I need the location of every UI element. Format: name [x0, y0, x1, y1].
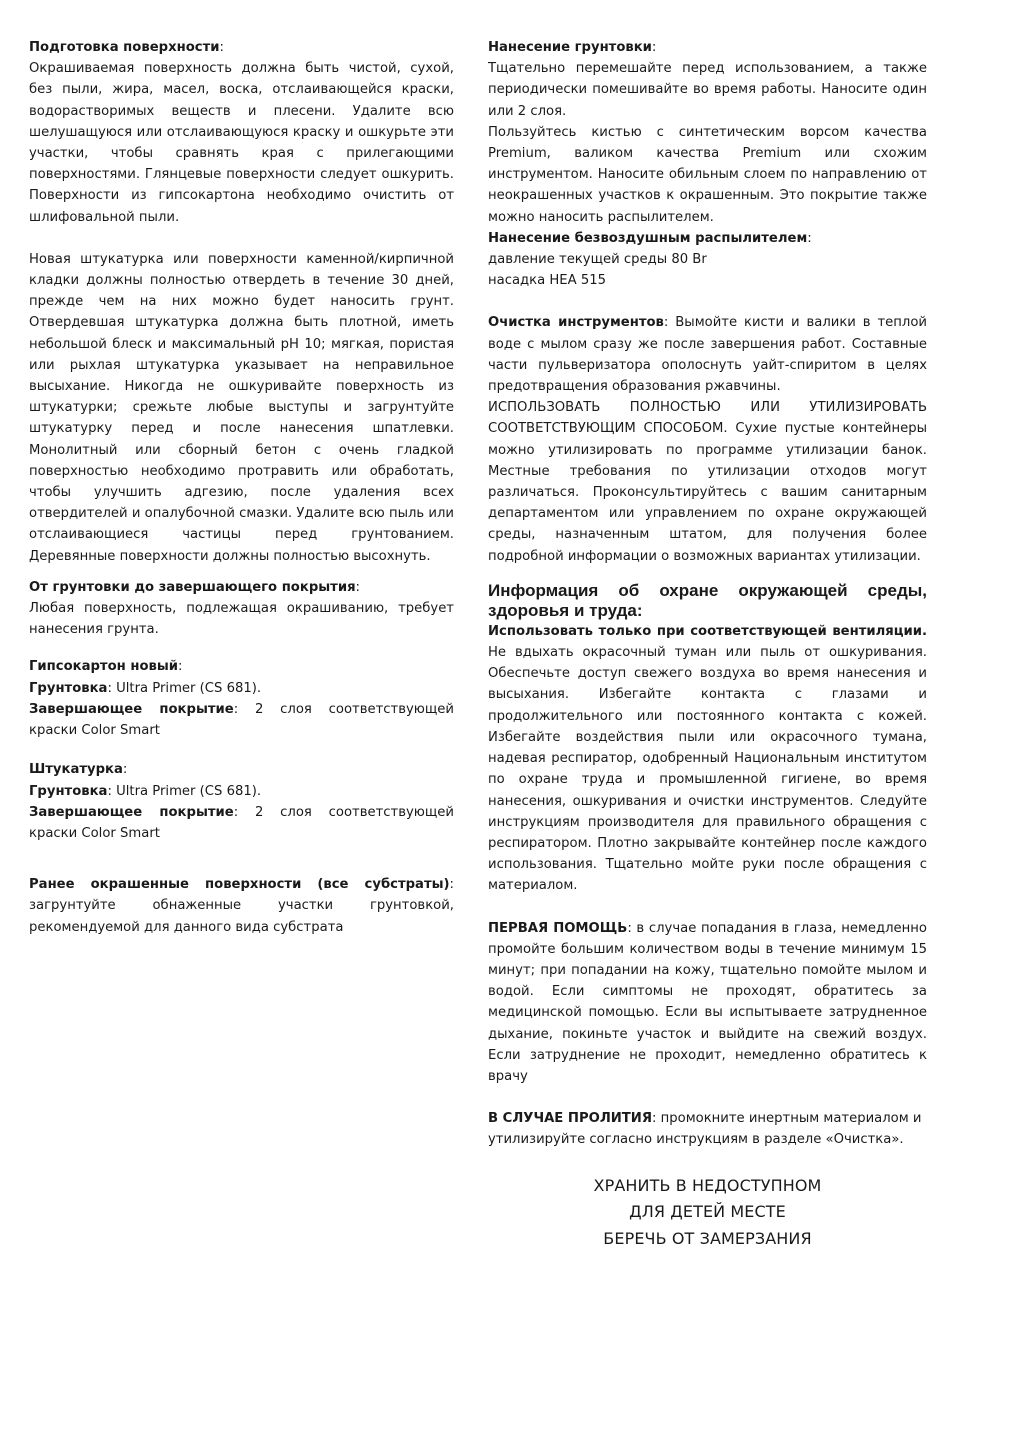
warning-line: ДЛЯ ДЕТЕЙ МЕСТЕ [629, 1202, 786, 1222]
section-heading: Нанесение грунтовки [488, 40, 652, 55]
section-surface-prep: Подготовка поверхности: Окрашиваемая поверхность должна быть чистой, сухой, без пыли, жира, масел, воска, отслаивающейся краски, водорастворимых веществ и плесени. Удалите всю шелушащуюся или отслаивающуюся краску и ошкурьте эти участки, чтобы сравнять края с прилегающими поверхностями. Глянцевые поверхности следует ошкурить. Поверхности из гипсокартона необходимо очистить от шлифовальной пыли. [29, 37, 454, 228]
section-first-aid [488, 918, 927, 1088]
section-drywall: Гипсокартон новый: Грунтовка: Ultra Primer (CS 681). Завершающее покрытие: 2 слоя соответствующей краски Color Smart [29, 659, 454, 739]
paragraph: Новая штукатурка или поверхности каменной/кирпичной кладки должны полностью отвердеть в течение 30 дней, прежде чем на них можно будет наносить грунт. Отвердевшая штукатурка должна быть плотной, иметь небольшой блеск и максимальный pH 10; мягкая, пористая или рыхлая штукатурка указывает на неправильное высыхание. Никогда не ошкуривайте поверхность из штукатурки; срежьте любые выступы и загрунтуйте штукатурку перед и после нанесения шпатлевки. Монолитный или сборный бетон с очень гладкой поверхностью необходимо протравить или обработать, чтобы улучшить адгезию, после удаления всех отвердителей и опалубочной смазки. Удалите всю пыль или отслаивающиеся частицы перед грунтованием. Деревянные поверхности должны полностью высохнуть. [29, 251, 454, 564]
finish-value: : 2 слоя соответствующей краски Color Smart [29, 804, 454, 841]
paragraph: Любая поверхность, подлежащая окрашиванию, требует нанесения грунта. [29, 601, 454, 638]
section-heading: От грунтовки до завершающего покрытия [29, 579, 356, 595]
section-primer-to-finish: От грунтовки до завершающего покрытия: Любая поверхность, подлежащая окрашиванию, требует нанесения грунта. [29, 577, 454, 641]
warning-line: БЕРЕЧЬ ОТ ЗАМЕРЗАНИЯ [603, 1228, 812, 1248]
paragraph: : в случае попадания в глаза, немедленно промойте большим количеством воды в течение минимум 15 минут; при попадании на кожу, тщательно помойте мылом и водой. Если симптомы не проходят, обратитесь за медицинской помощью. Если вы испытываете затрудненное дыхание, покиньте участок и выйдите на свежий воздух. Если затруднение не проходит, немедленно обратитесь к врачу [488, 920, 927, 1084]
finish-label: Завершающее покрытие [29, 701, 234, 717]
finish-label: Завершающее покрытие [29, 804, 234, 820]
ehs-lead: Использовать только при соответствующей вентиляции. [488, 623, 927, 639]
section-cleanup [488, 312, 927, 566]
section-heading: Ранее окрашенные поверхности (все субстраты) [29, 877, 450, 893]
spray-tip: насадка HEA 515 [488, 273, 607, 289]
section-heading: В СЛУЧАЕ ПРОЛИТИЯ [488, 1111, 652, 1127]
section-heading: Штукатурка [29, 762, 123, 778]
paragraph: : загрунтуйте обнаженные участки грунтовкой, рекомендуемой для данного вида субстрата [29, 877, 454, 935]
paragraph: Окрашиваемая поверхность должна быть чистой, сухой, без пыли, жира, масел, воска, отслаивающейся краски, водорастворимых веществ и плесени. Удалите всю шелушащуюся или отслаивающуюся краску и ошкурьте эти участки, чтобы сравнять края с прилегающими поверхностями. Глянцевые поверхности следует ошкурить. Поверхности из гипсокартона необходимо очистить от шлифовальной пыли. [29, 61, 454, 225]
section-heading: Нанесение безвоздушным распылителем [488, 230, 808, 246]
primer-label: Грунтовка [29, 680, 108, 696]
storage-warning [488, 1173, 927, 1253]
paragraph: Тщательно перемешайте перед использованием, а также периодически помешивайте во время работы. Наносите один или 2 слоя. [488, 61, 927, 119]
paragraph: утилизируйте согласно инструкциям в разделе «Очистка». [488, 1132, 904, 1148]
section-previously-painted [29, 874, 454, 938]
left-column [29, 37, 454, 938]
primer-label: Грунтовка [29, 783, 108, 799]
paragraph: Не вдыхать окрасочный туман или пыль от ошкуривания. Обеспечьте доступ свежего воздуха во время нанесения и высыхания. Избегайте контакта с глазами и продолжительного или постоянного контакта с кожей. Избегайте воздействия пыли или окрасочного тумана, надевая респиратор, одобренный Национальным институтом по охране труда и промышленной гигиене, во время нанесения, ошкуривания и очистки инструментов. Следуйте инструкциям производителя для правильного обращения с респиратором. Плотно закрывайте контейнер после каждого использования. Тщательно мойте руки после обращения с материалом. [488, 645, 927, 894]
ehs-title: Информация об охране окружающей среды, здоровья и труда: [488, 580, 927, 620]
disposal-paragraph: ИСПОЛЬЗОВАТЬ ПОЛНОСТЬЮ ИЛИ УТИЛИЗИРОВАТЬ СООТВЕТСТВУЮЩИМ СПОСОБОМ. Сухие пустые контейнеры можно утилизировать по программе утилизации банок. Местные требования по утилизации отходов могут различаться. Проконсультируйтесь с вашим санитарным департаментом или управлением по охране окружающей среды, назначенным штатом, для получения более подробной информации о возможных вариантах утилизации. [488, 400, 927, 564]
primer-value: : Ultra Primer (CS 681). [107, 680, 262, 696]
section-heading: Очистка инструментов [488, 315, 664, 331]
section-heading: ПЕРВАЯ ПОМОЩЬ [488, 920, 628, 936]
section-airless-spray: Нанесение безвоздушным распылителем: давление текущей среды 80 Br насадка HEA 515 [488, 228, 927, 292]
section-spill: В СЛУЧАЕ ПРОЛИТИЯ: промокните инертным материалом и утилизируйте согласно инструкциям в разделе «Очистка». [488, 1108, 927, 1150]
section-plaster: Штукатурка: Грунтовка: Ultra Primer (CS 681). Завершающее покрытие: 2 слоя соответствующей краски Color Smart [29, 762, 454, 841]
paragraph: : Вымойте кисти и валики в теплой воде с мылом сразу же после завершения работ. Составные части пульверизатора ополоснуть уайт-спиритом в целях предотвращения образования ржавчины. [488, 315, 927, 395]
primer-value: : Ultra Primer (CS 681). [107, 783, 262, 799]
spray-pressure: давление текущей среды 80 Br [488, 252, 707, 268]
right-column [488, 37, 927, 1252]
section-ehs [488, 581, 927, 897]
section-primer-application: Нанесение грунтовки: Тщательно перемешайте перед использованием, а также периодически помешивайте во время работы. Наносите один или 2 слоя. Пользуйтесь кистью с синтетическим ворсом качества Premium, валиком качества Premium или схожим инструментом. Наносите обильным слоем по направлению от неокрашенных участков к окрашенным. Это покрытие также можно наносить распылителем. [488, 37, 927, 228]
section-new-plaster [29, 249, 454, 567]
section-heading: Подготовка поверхности [29, 40, 220, 55]
finish-value: : 2 слоя соответствующей краски Color Smart [29, 701, 454, 739]
paragraph: Пользуйтесь кистью с синтетическим ворсом качества Premium, валиком качества Premium или схожим инструментом. Наносите обильным слоем по направлению от неокрашенных участков к окрашенным. Это покрытие также можно наносить распылителем. [488, 124, 927, 225]
warning-line: ХРАНИТЬ В НЕДОСТУПНОМ [593, 1175, 822, 1195]
section-heading: Гипсокартон новый [29, 659, 179, 675]
